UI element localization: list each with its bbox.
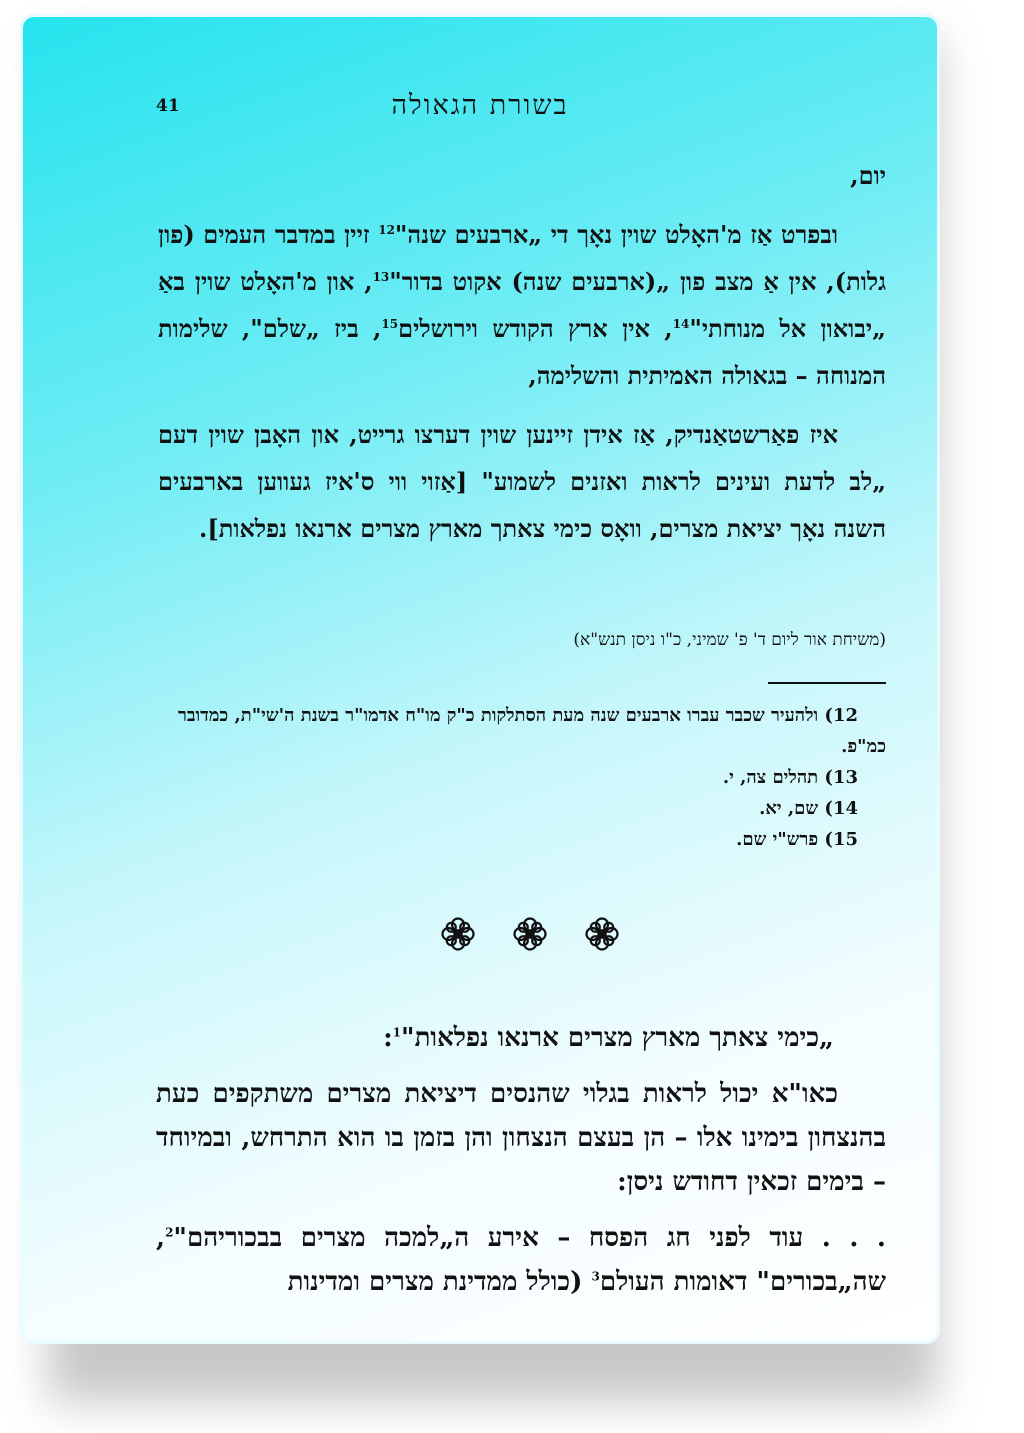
text-run: , שה„בכורים" דאומות העולם [156, 1223, 886, 1297]
page-header [60, 90, 900, 130]
text-run: ובפרט אַז מ'האָלט שוין נאָך די „ארבעים שנה" [394, 220, 838, 249]
text-run: (כולל ממדינת מצרים ומדינות [287, 1267, 592, 1297]
footnote-ref: 2 [165, 1225, 174, 1240]
footnote: 15) פרש"י שם. [736, 829, 858, 850]
paragraph [156, 1216, 886, 1304]
section-quote [156, 1016, 886, 1060]
main-text-section-2 [156, 1016, 886, 1304]
source-citation: (משיחת אור ליום ד' פ' שמיני, כ"ו ניסן תנש"א) [573, 630, 886, 650]
section-separator [440, 912, 620, 956]
flower-ornament-icon [440, 916, 476, 952]
footnote-ref: 3 [591, 1269, 600, 1284]
footnote-divider [768, 682, 886, 684]
text-run: , און מ'האָלט שוין באַ „יבואון אל מנוחתי" [158, 267, 886, 343]
footnote: 12) ולהעיר שכבר עברו ארבעים שנה מעת הסתלקות כ"ק מו"ח אדמו"ר בשנת ה'שי"ת, כמדובר כמ"פ. [177, 705, 886, 757]
text-run: , ביז „שלם", שלימות המנוחה – בגאולה האמיתית והשלימה, [158, 314, 886, 390]
footnote: 14) שם, יא. [759, 798, 858, 819]
footnote-ref: 15 [381, 317, 399, 331]
footnote-ref: 1 [392, 1025, 402, 1040]
footnote-ref: 13 [372, 270, 390, 284]
footnote: 13) תהלים צה, י. [722, 767, 858, 788]
paragraph [158, 211, 886, 399]
running-title: בשורת הגאולה [391, 90, 569, 121]
text-run: . . . עוד לפני חג הפסח – אירע ה„למכה מצרים בבכוריהם" [173, 1223, 886, 1253]
text-run: , אין ארץ הקודש וירושלים [398, 314, 673, 343]
paragraph: איז פאַרשטאַנדיק, אַז אידן זיינען שוין דערצו גרייט, און האָבן שוין דעם „לב לדעת ועינים לראות ואזנים לשמוע" [אַזוי ווי ס'איז געווען בארבעים השנה נאָך יציאת מצרים, וואָס כימי צאתך מארץ מצרים ארנאו נפלאות]. [158, 420, 886, 543]
footnotes [158, 700, 886, 855]
book-page [20, 14, 940, 1344]
text-run: : [383, 1023, 393, 1053]
text-run: „כימי צאתך מארץ מצרים ארנאו נפלאות" [401, 1023, 834, 1053]
page-number: 41 [156, 96, 180, 116]
paragraph: כאו"א יכול לראות בגלוי שהנסים דיציאת מצרים משתקפים כעת בהנצחון בימינו אלו – הן בעצם הנצחון והן בזמן בו הוא התרחש, ובמיוחד – בימים זכאין דחודש ניסן: [156, 1079, 886, 1197]
footnote-ref: 14 [672, 317, 690, 331]
footnote-ref: 12 [378, 223, 395, 237]
main-text-section-1 [158, 152, 886, 552]
flower-ornament-icon [512, 916, 548, 952]
flower-ornament-icon [584, 916, 620, 952]
continuation-line: יום, [850, 161, 886, 190]
text-run: זיין במדבר העמים (פון גלות), אין אַ מצב פון „(ארבעים שנה) אקוט בדור" [158, 220, 886, 296]
